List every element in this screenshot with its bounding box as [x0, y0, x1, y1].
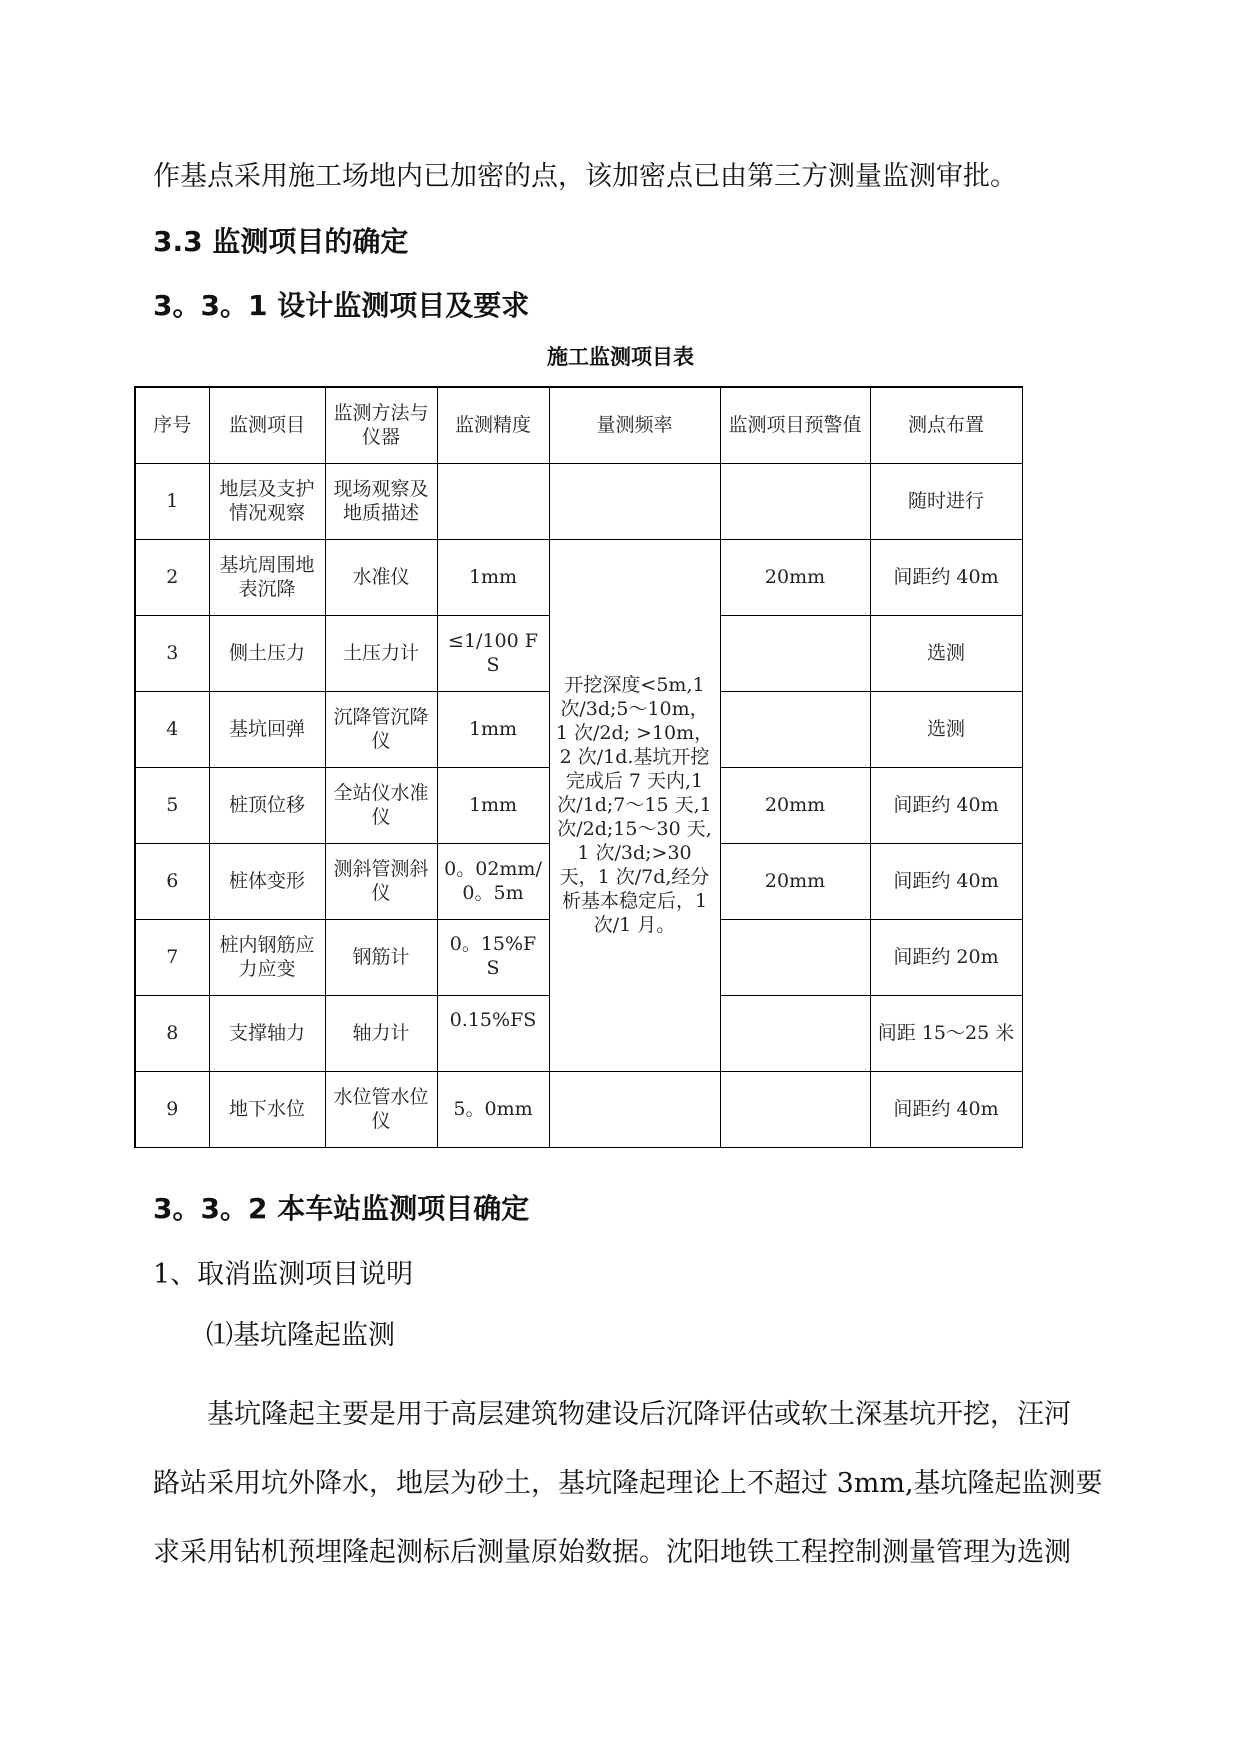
table-row — [135, 539, 1022, 615]
row-number: 2 — [135, 539, 209, 615]
row-number: 3 — [135, 615, 209, 691]
layout-cell: 间距 15～25 米 — [870, 995, 1022, 1071]
table-title: 施工监测项目表 — [547, 345, 694, 369]
header-cell: 序号 — [135, 387, 209, 463]
table-row — [135, 463, 1022, 539]
monitoring-item: 桩内钢筋应力应变 — [209, 919, 325, 995]
alarm-cell — [720, 919, 870, 995]
method-cell: 钢筋计 — [325, 919, 437, 995]
monitoring-item: 基坑回弹 — [209, 691, 325, 767]
method-cell: 现场观察及地质描述 — [325, 463, 437, 539]
layout-cell: 间距约 40m — [870, 1071, 1022, 1147]
header-cell: 监测项目预警值 — [720, 387, 870, 463]
table-row — [135, 1071, 1022, 1147]
alarm-cell — [720, 995, 870, 1071]
layout-cell: 间距约 40m — [870, 843, 1022, 919]
frequency-merged-cell: 开挖深度<5m,1 次/3d;5～10m，1 次/2d; >10m，2 次/1d.基坑开挖完成后 7 天内,1 次/1d;7～15 天,1 次/2d;15～30 天,1 次/3d;>30 天，1 次/7d,经分析基本稳定后，1 次/1 月。 — [549, 539, 720, 1071]
section-heading-3-3: 3.3 监测项目的确定 — [153, 225, 409, 258]
accuracy-cell: ≤1/100 FS — [437, 615, 549, 691]
method-cell: 沉降管沉降仪 — [325, 691, 437, 767]
list-item-1: 1、取消监测项目说明 — [153, 1259, 414, 1290]
subsection-title: ⑴基坑隆起监测 — [206, 1320, 395, 1351]
alarm-cell — [720, 1071, 870, 1147]
alarm-cell: 20mm — [720, 539, 870, 615]
alarm-cell — [720, 463, 870, 539]
monitoring-item: 桩顶位移 — [209, 767, 325, 843]
section-heading-3-3-2: 3。3。2 本车站监测项目确定 — [153, 1192, 530, 1225]
accuracy-cell: 1mm — [437, 767, 549, 843]
row-number: 7 — [135, 919, 209, 995]
method-cell: 全站仪水准仪 — [325, 767, 437, 843]
frequency-cell — [549, 1071, 720, 1147]
accuracy-cell: 0。15%FS — [437, 919, 549, 995]
method-cell: 水准仪 — [325, 539, 437, 615]
layout-cell: 间距约 40m — [870, 767, 1022, 843]
layout-cell: 随时进行 — [870, 463, 1022, 539]
header-cell: 监测项目 — [209, 387, 325, 463]
monitoring-item: 桩体变形 — [209, 843, 325, 919]
row-number: 9 — [135, 1071, 209, 1147]
accuracy-cell: 1mm — [437, 691, 549, 767]
table-header-row — [135, 387, 1022, 463]
row-number: 1 — [135, 463, 209, 539]
alarm-cell: 20mm — [720, 843, 870, 919]
body-line: 求采用钻机预埋隆起测标后测量原始数据。沈阳地铁工程控制测量管理为选测 — [153, 1537, 1071, 1568]
monitoring-item: 支撑轴力 — [209, 995, 325, 1071]
layout-cell: 选测 — [870, 615, 1022, 691]
accuracy-cell: 0.15%FS — [437, 995, 549, 1071]
header-cell: 量测频率 — [549, 387, 720, 463]
row-number: 6 — [135, 843, 209, 919]
accuracy-cell: 1mm — [437, 539, 549, 615]
layout-cell: 间距约 20m — [870, 919, 1022, 995]
method-cell: 轴力计 — [325, 995, 437, 1071]
monitoring-item: 侧土压力 — [209, 615, 325, 691]
row-number: 4 — [135, 691, 209, 767]
accuracy-cell: 5。0mm — [437, 1071, 549, 1147]
alarm-cell: 20mm — [720, 767, 870, 843]
accuracy-cell: 0。02mm/0。5m — [437, 843, 549, 919]
monitoring-item: 基坑周围地表沉降 — [209, 539, 325, 615]
alarm-cell — [720, 691, 870, 767]
monitoring-items-table — [134, 386, 1023, 1148]
layout-cell: 间距约 40m — [870, 539, 1022, 615]
header-cell: 监测方法与仪器 — [325, 387, 437, 463]
row-number: 8 — [135, 995, 209, 1071]
body-line: 基坑隆起主要是用于高层建筑物建设后沉降评估或软土深基坑开挖，汪河 — [207, 1399, 1071, 1430]
monitoring-item: 地层及支护情况观察 — [209, 463, 325, 539]
method-cell: 水位管水位仪 — [325, 1071, 437, 1147]
layout-cell: 选测 — [870, 691, 1022, 767]
section-heading-3-3-1: 3。3。1 设计监测项目及要求 — [153, 289, 530, 322]
alarm-cell — [720, 615, 870, 691]
row-number: 5 — [135, 767, 209, 843]
method-cell: 测斜管测斜仪 — [325, 843, 437, 919]
body-line: 路站采用坑外降水，地层为砂土，基坑隆起理论上不超过 3mm,基坑隆起监测要 — [153, 1468, 1103, 1499]
frequency-cell — [549, 463, 720, 539]
intro-line: 作基点采用施工场地内已加密的点，该加密点已由第三方测量监测审批。 — [153, 161, 1017, 192]
header-cell: 测点布置 — [870, 387, 1022, 463]
method-cell: 土压力计 — [325, 615, 437, 691]
monitoring-item: 地下水位 — [209, 1071, 325, 1147]
accuracy-cell — [437, 463, 549, 539]
header-cell: 监测精度 — [437, 387, 549, 463]
